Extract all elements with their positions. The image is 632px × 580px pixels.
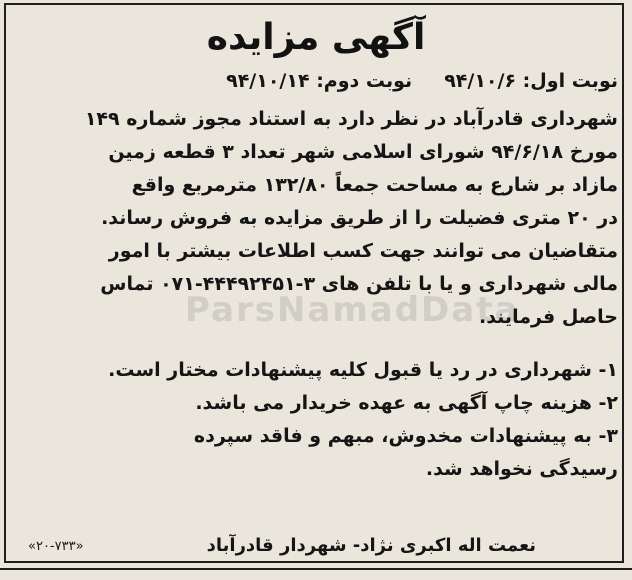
body-line: مالی شهرداری و یا با تلفن های ۳-۴۴۴۹۲۴۵۱-۰۷۱ تماس — [100, 273, 618, 295]
ad-code: «۲۰-۷۳۳» — [28, 539, 84, 554]
condition-item: ۲- هزینه چاپ آگهی به عهده خریدار می باشد. — [195, 392, 618, 414]
next-ad-border — [0, 568, 632, 580]
body-line: مورخ ۹۴/۶/۱۸ شورای اسلامی شهر تعداد ۳ قطعه زمین — [108, 141, 618, 163]
body-line: حاصل فرمایند. — [478, 306, 618, 328]
second-publication-date: نوبت دوم: ۹۴/۱۰/۱۴ — [226, 70, 413, 92]
publication-dates — [226, 66, 618, 96]
body-line: شهرداری قادرآباد در نظر دارد به استناد مجوز شماره ۱۴۹ — [84, 108, 618, 130]
body-line: متقاضیان می توانند جهت کسب اطلاعات بیشتر با امور — [108, 240, 618, 262]
first-publication-date: نوبت اول: ۹۴/۱۰/۶ — [444, 70, 618, 92]
body-line: مازاد بر شارع به مساحت جمعاً ۱۳۲/۸۰ مترمربع واقع — [131, 174, 618, 196]
condition-item-continuation: رسیدگی نخواهد شد. — [425, 458, 618, 480]
watermark-text: ParsNamadData — [185, 290, 520, 330]
signature: نعمت اله اکبری نژاد- شهردار قادرآباد — [206, 535, 536, 556]
condition-item: ۱- شهرداری در رد یا قبول کلیه پیشنهادات مختار است. — [108, 359, 618, 381]
body-line: در ۲۰ متری فضیلت را از طریق مزایده به فروش رساند. — [101, 207, 618, 229]
condition-item: ۳- به پیشنهادات مخدوش، مبهم و فاقد سپرده — [193, 425, 618, 447]
notice-title: آگهی مزایده — [206, 17, 426, 58]
